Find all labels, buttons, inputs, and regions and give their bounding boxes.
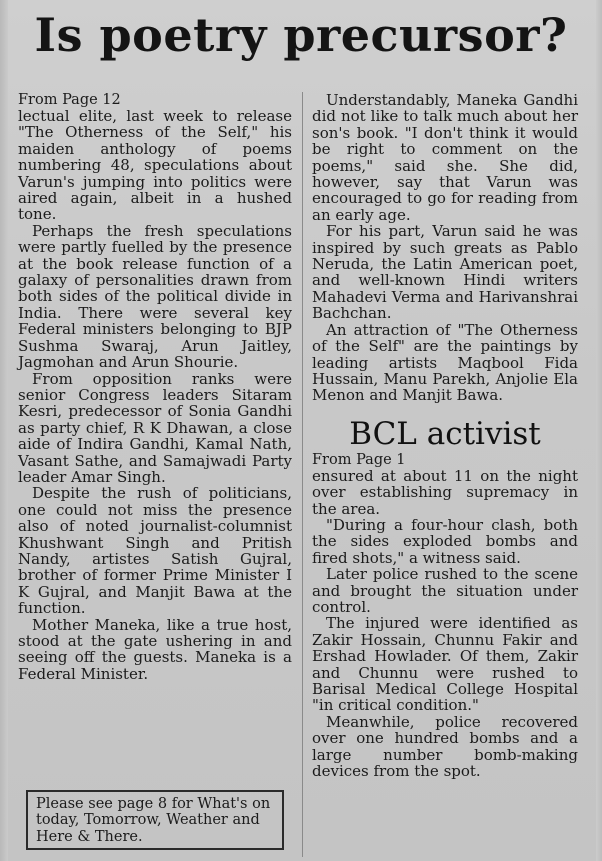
body-paragraph: Later police rushed to the scene and brought the situation under control. (312, 565, 578, 616)
jump-line-from-page-1: From Page 1 (312, 451, 406, 468)
body-paragraph: lectual elite, last week to release "The Otherness of the Self," his maiden anthology of poems numbering 48, speculations about Varun's jumping into politics were aired again, albeit in a hushed tone. (18, 107, 292, 224)
main-headline: Is poetry precursor? (34, 8, 568, 62)
body-paragraph: ensured at about 11 on the night over establishing supremacy in the area. (312, 466, 578, 518)
paper-edge-right (596, 0, 602, 861)
body-paragraph: Meanwhile, police recovered over one hundred bombs and a large number bomb-making devices from the spot. (312, 712, 578, 781)
paper-edge-left (0, 0, 8, 861)
body-paragraph: Understandably, Maneka Gandhi did not like to talk much about her son's book. "I don't think it would be right to comment on the poems," said she. She did, however, say that Varun was encouraged to go for reading from an early age. (312, 91, 578, 224)
body-paragraph: Mother Maneka, like a true host, stood at the gate ushering in and seeing off the guests. Maneka is a Federal Minister. (18, 615, 292, 683)
left-column (18, 92, 292, 682)
body-paragraph: From opposition ranks were senior Congress leaders Sitaram Kesri, predecessor of Sonia Gandhi as party chief, R K Dhawan, a close aide of Indira Gandhi, Kamal Nath, Vasant Sathe, and Samajwadi Party leader Amar Singh. (18, 369, 292, 486)
right-column (312, 92, 578, 779)
body-paragraph: Despite the rush of politicians, one could not miss the presence also of noted journalist-columnist Khushwant Singh and Pritish Nandy, artistes Satish Gujral, brother of former Prime Minister I K Gujral, and Manjit Bawa at the function. (18, 484, 292, 618)
column-divider (302, 92, 303, 857)
see-page-8-notice-box: Please see page 8 for What's on today, Tomorrow, Weather and Here & There. (26, 790, 284, 850)
body-paragraph: An attraction of "The Otherness of the Self" are the paintings by leading artists Maqbool Fida Hussain, Manu Parekh, Anjolie Ela Menon and Manjit Bawa. (312, 320, 578, 405)
bcl-activist-headline: BCL activist (349, 415, 541, 452)
body-paragraph: For his part, Varun said he was inspired by such greats as Pablo Neruda, the Latin American poet, and well-known Hindi writers Mahadevi Verma and Harivanshrai Bachchan. (312, 222, 578, 323)
body-paragraph: "During a four-hour clash, both the sides exploded bombs and fired shots," a witness said. (312, 515, 578, 567)
body-paragraph: Perhaps the fresh speculations were partly fuelled by the presence at the book release function of a galaxy of personalities drawn from both sides of the political divide in India. There were several key Federal ministers belonging to BJP Sushma Swaraj, Arun Jaitley, Jagmohan and Arun Shourie. (18, 221, 292, 372)
jump-line-from-page-12: From Page 12 (18, 92, 121, 108)
body-paragraph: The injured were identified as Zakir Hossain, Chunnu Fakir and Ershad Howlader. Of them, Zakir and Chunnu were rushed to Barisal Medical College Hospital "in critical condition." (312, 614, 578, 715)
